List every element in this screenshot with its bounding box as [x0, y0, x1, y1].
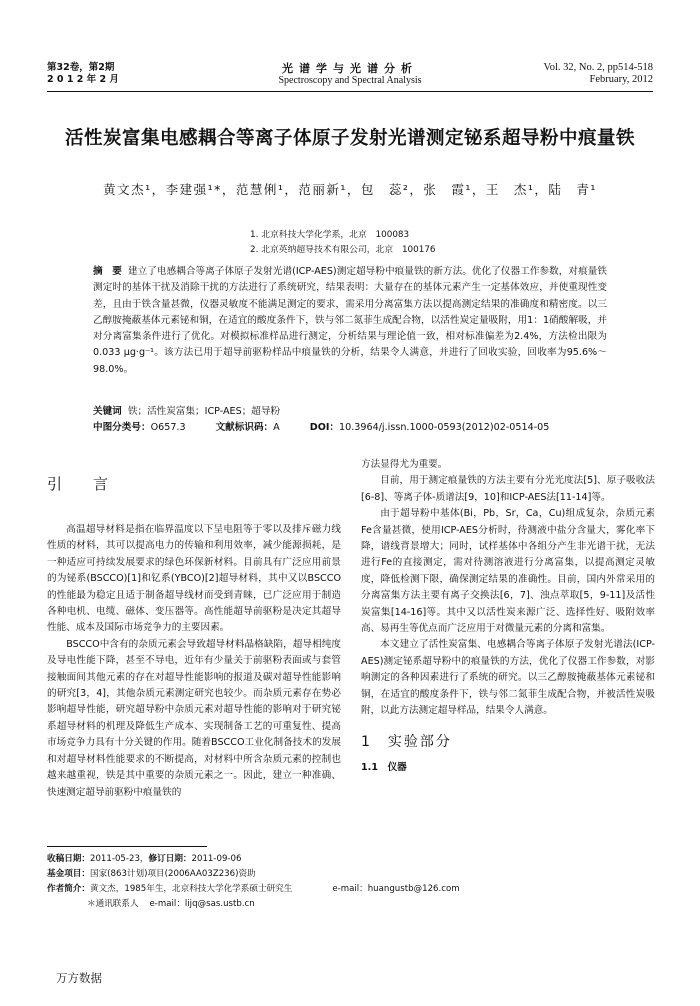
bio-email: e-mail：huangustb@126.com	[332, 884, 460, 894]
intro-paragraph: 目前，用于测定痕量铁的方法主要有分光光度法[5]、原子吸收法[6-8]、等离子体-质谱法[9，10]和ICP-AES法[11-14]等。	[361, 475, 655, 503]
fund-line	[47, 867, 607, 882]
footnote-divider	[47, 846, 207, 847]
section-1-heading: 1 实验部分	[361, 733, 452, 750]
journal-name-cn: 光谱学与光谱分析	[282, 62, 418, 75]
paper-title: 活性炭富集电感耦合等离子体原子发射光谱测定铋系超导粉中痕量铁	[64, 128, 635, 149]
keywords-text: 铁；活性炭富集；ICP-AES；超导粉	[127, 406, 281, 417]
bio-label: 作者简介：	[47, 884, 90, 894]
date-cn: 2 0 1 2 年 2 月	[47, 74, 119, 85]
wanfang-watermark: 万方数据	[56, 971, 102, 985]
classification-line	[93, 420, 607, 436]
volume-cn: 第32卷，第2期	[47, 62, 115, 73]
abstract	[93, 264, 607, 378]
journal-name-en: Spectroscopy and Spectral Analysis	[278, 75, 422, 86]
intro-paragraph: 本文建立了活性炭富集、电感耦合等离子体原子发射光谱法(ICP-AES)测定铋系超导粉中的痕量铁的方法，优化了仪器工作参数，对影响测定的各种因素进行了系统的研究。以三乙醇胺掩蔽基体元素铋和铜，在适宜的酸度条件下，铁与邻二氮菲生成配合物，并被活性炭吸附，以此方法测定超导样品，结果令人满意。	[361, 639, 655, 717]
corresponding-email: e-mail：lijq@sas.ustb.cn	[149, 899, 255, 909]
abstract-label: 摘 要	[93, 266, 122, 277]
intro-paragraph: BSCCO中含有的杂质元素会导致超导材料晶格缺陷，超导相纯度及导电性能下降，甚至不导电，近年有少量关于前驱粉表面或与套管接触面间其他元素的存在对超导性能影响的报道及碳对超导性能影响的研究[3，4]，其他杂质元素测定研究也较少。而杂质元素存在势必影响超导性能，研究超导粉中杂质元素对超导性能的影响对于研究铋系超导材料的机理及降低生产成本、实现制备工艺的可重复性、提高市场竞争力具有十分关键的作用。随着BSCCO工业化制备技术的发展和对超导材料性能要求的不断提高，对材料中所含杂质元素的控制也越来越重视，铁是其中重要的杂质元素之一。因此，建立一种准确、快速测定超导前驱粉中痕量铁的	[47, 638, 341, 798]
intro-paragraph-continued: 方法显得尤为重要。	[361, 459, 448, 470]
clc-value: O657.3	[150, 422, 186, 433]
revised-date: 2011-09-06	[191, 854, 242, 864]
abstract-text: 建立了电感耦合等离子体原子发射光谱(ICP-AES)测定超导粉中痕量铁的新方法。优化了仪器工作参数，对痕量铁测定时的基体干扰及消除干扰的方法进行了系统研究，结果表明：大量存在的基体元素产生一定基体效应，并使重现性变差，且由于铁含量甚微，仪器灵敏度不能满足测定的要求，需采用分离富集方法以提高测定结果的准确度和精密度。以三乙醇胺掩蔽基体元素铋和铜，在适宜的酸度条件下，铁与邻二氮菲生成配合物，以活性炭定量吸附，用1：1硝酸解吸，并对分离富集条件进行了优化。对模拟标准样品进行测定，分析结果与理论值一致，相对标准偏差为2.4%，方法检出限为0.033 μg·g⁻¹。该方法已用于超导前驱粉样品中痕量铁的分析，结果令人满意，并进行了回收实验，回收率为95.6%～98.0%。	[93, 266, 607, 375]
intro-heading: 引 言	[47, 475, 117, 493]
affiliation-1: 1. 北京科技大学化学系，北京 100083	[250, 230, 410, 240]
bio-line	[47, 882, 607, 897]
bio-text: 黄文杰，1985年生，北京科技大学化学系硕士研究生	[89, 884, 293, 894]
corresponding-line	[47, 897, 607, 912]
intro-paragraph: 由于超导粉中基体(Bi，Pb，Sr，Ca，Cu)组成复杂，杂质元素Fe含量甚微，使用ICP-AES分析时，待测液中盐分含量大，雾化率下降，谱线背景增大；同时，试样基体中各组分产生非光谱干扰，无法进行Fe的直接测定，需对待测溶液进行分离富集，以提高测定灵敏度，降低检测下限，确保测定结果的准确性。目前，国内外常采用的分离富集方法主要有离子交换法[6，7]、浊点萃取[5，9-11]及活性炭富集[14-16]等。其中又以活性炭来源广泛、选择性好、吸附效率高、易再生等优点而广泛应用于对微量元素的分离和富集。	[361, 508, 655, 635]
footnotes	[47, 852, 607, 912]
dates-line	[47, 852, 607, 867]
header-divider	[47, 91, 653, 92]
received-label: 收稿日期：	[47, 854, 90, 864]
doc-code-label: 文献标识码：	[215, 422, 274, 433]
affiliation-2: 2. 北京英纳超导技术有限公司，北京 100176	[250, 245, 436, 255]
doi-value: 10.3964/j.issn.1000-0593(2012)02-0514-05	[339, 422, 550, 433]
running-header	[47, 62, 653, 92]
doc-code-value: A	[273, 422, 280, 433]
fund-text: 国家(863计划)项目(2006AA03Z236)资助	[89, 869, 256, 879]
doi-label: DOI：	[309, 422, 340, 433]
keywords	[93, 404, 607, 420]
left-column	[47, 522, 341, 801]
received-date: 2011-05-23，	[89, 854, 149, 864]
subsection-1-1-heading: 1.1 仪器	[361, 761, 407, 773]
fund-label: 基金项目：	[47, 869, 90, 879]
corresponding-label: ＊通讯联系人	[87, 899, 139, 909]
volume-en: Vol. 32, No. 2, pp514-518	[543, 62, 653, 73]
right-column	[361, 457, 655, 776]
intro-paragraph: 高温超导材料是指在临界温度以下呈电阻等于零以及排斥磁力线性质的材料，其可以提高电力的传输和利用效率，减少能源损耗，是一种适应可持续发展要求的绿色环保新材料。目前具有广泛应用前景的为铋系(BSCCO)[1]和钇系(YBCO)[2]超导材料，其中又以BSCCO的性能最为稳定且适于制备超导线材而受到青睐，已广泛应用于制造各种电机、电缆、磁体、变压器等。高性能超导前驱粉是决定其超导性能、成本及国际市场竞争力的主要因素。	[47, 524, 341, 634]
revised-label: 修订日期：	[148, 854, 192, 864]
author-list: 黄文杰¹，李建强¹*，范慧俐¹，范丽新¹，包 蕊²，张 霞¹，王 杰¹，陆 青¹	[103, 182, 597, 197]
affiliations	[250, 228, 550, 258]
date-en: February, 2012	[589, 74, 653, 85]
header-right	[544, 62, 653, 86]
keywords-label: 关键词	[93, 406, 122, 417]
clc-label: 中图分类号：	[93, 422, 151, 433]
